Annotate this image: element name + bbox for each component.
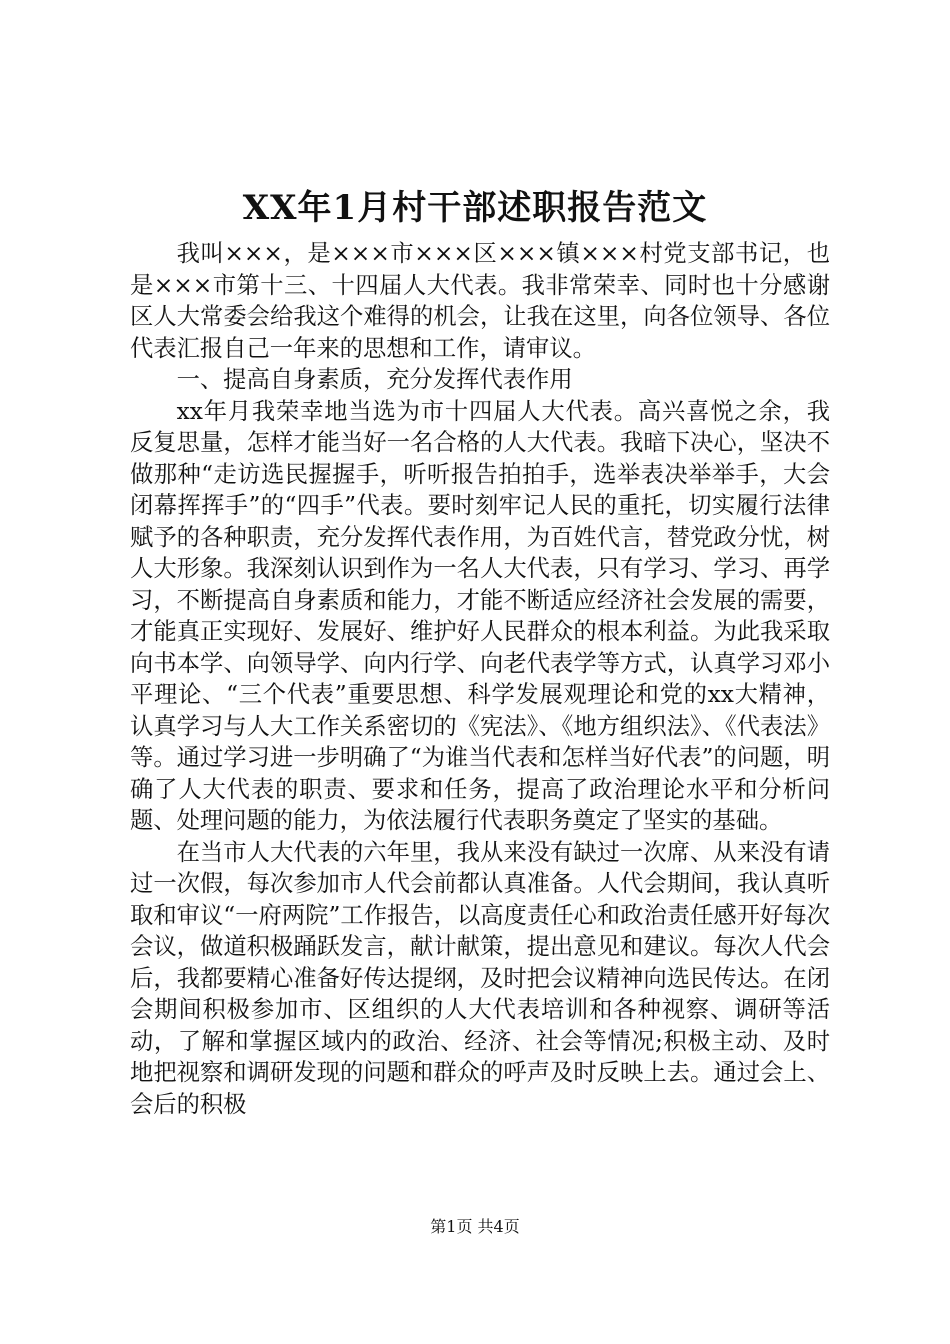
paragraph-attendance: 在当市人大代表的六年里，我从来没有缺过一次席、从来没有请过一次假，每次参加市人代会前都认真准备。人代会期间，我认真听取和审议“一府两院”工作报告，以高度责任心和政治责任感开好每次会议，做道积极踊跃发言，献计献策，提出意见和建议。每次人代会后，我都要精心准备好传达提纲，及时把会议精神向选民传达。在闭会期间积极参加市、区组织的人大代表培训和各种视察、调研等活动，了解和掌握区域内的政治、经济、社会等情况;积极主动、及时地把视察和调研发现的问题和群众的呼声及时反映上去。通过会上、会后的积极 [130,838,830,1118]
document-title: XX年1月村干部述职报告范文 [242,188,708,228]
section-heading-1: 一、提高自身素质，充分发挥代表作用 [176,366,573,393]
page-footer: 第1页 共4页 [430,1217,520,1236]
document-body [130,238,830,1120]
paragraph-intro: 我叫×××，是×××市×××区×××镇×××村党支部书记，也是×××市第十三、十四届人大代表。我非常荣幸、同时也十分感谢区人大常委会给我这个难得的机会，让我在这里，向各位领导、各位代表汇报自己一年来的思想和工作，请审议。 [130,240,830,362]
paragraph-study: xx年月我荣幸地当选为市十四届人大代表。高兴喜悦之余，我反复思量，怎样才能当好一名合格的人大代表。我暗下决心，坚决不做那种“走访选民握握手，听听报告拍拍手，选举表决举举手，大会闭幕挥挥手”的“四手”代表。要时刻牢记人民的重托，切实履行法律赋予的各种职责，充分发挥代表作用，为百姓代言，替党政分忧，树人大形象。我深刻认识到作为一名人大代表，只有学习、学习、再学习，不断提高自身素质和能力，才能不断适应经济社会发展的需要，才能真正实现好、发展好、维护好人民群众的根本利益。为此我采取向书本学、向领导学、向内行学、向老代表学等方式，认真学习邓小平理论、“三个代表”重要思想、科学发展观理论和党的xx大精神，认真学习与人大工作关系密切的《宪法》、《地方组织法》、《代表法》等。通过学习进一步明确了“为谁当代表和怎样当好代表”的问题，明确了人大代表的职责、要求和任务，提高了政治理论水平和分析问题、处理问题的能力，为依法履行代表职务奠定了坚实的基础。 [130,397,830,834]
